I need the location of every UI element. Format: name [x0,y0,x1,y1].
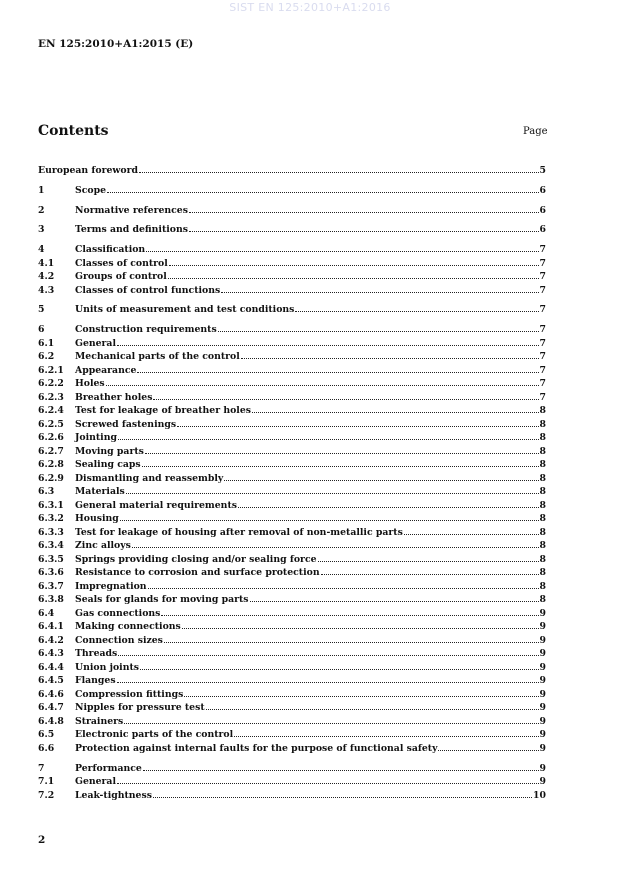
toc-entry[interactable] [38,256,546,270]
toc-entry-title: Zinc alloys [75,540,131,552]
toc-entry[interactable] [38,727,546,741]
toc-entry[interactable] [38,700,546,714]
toc-entry[interactable] [38,471,546,485]
table-of-contents [38,163,546,801]
toc-entry[interactable] [38,363,546,377]
toc-dot-leader [189,222,539,232]
toc-entry-number: 6.3.8 [38,594,64,606]
toc-entry-number: 6.4.1 [38,621,64,633]
toc-entry-page: 7 [539,337,546,349]
toc-dot-leader [126,484,539,494]
toc-entry-number: 6.3.6 [38,567,64,579]
toc-entry-title: Nipples for pressure test [75,702,205,714]
toc-entry-number: 6.2.3 [38,391,64,403]
toc-entry-title: General [75,337,116,349]
toc-entry[interactable] [38,203,546,217]
toc-entry-page: 10 [533,789,546,801]
toc-entry-title: Scope [75,184,106,196]
toc-entry-page: 9 [539,702,546,714]
toc-entry[interactable] [38,269,546,283]
toc-dot-leader [148,579,539,589]
toc-entry-page: 9 [539,675,546,687]
toc-entry-number: 6.2.5 [38,418,64,430]
toc-entry[interactable] [38,579,546,593]
toc-entry-title: Housing [75,513,119,525]
toc-dot-leader [161,606,538,616]
toc-entry-title: Terms and definitions [75,224,188,236]
toc-entry-number: 5 [38,304,45,316]
toc-entry-page: 8 [539,418,546,430]
toc-entry[interactable] [38,163,546,177]
toc-entry-number: 6.2 [38,351,55,363]
toc-entry-page: 7 [539,351,546,363]
toc-dot-leader [238,498,539,508]
toc-entry[interactable] [38,390,546,404]
toc-dot-leader [177,417,538,427]
toc-entry-number: 4.3 [38,284,55,296]
toc-dot-leader [404,525,539,535]
toc-entry-number: 1 [38,184,45,196]
toc-entry-page: 7 [539,244,546,256]
toc-dot-leader [117,673,539,683]
toc-entry-number: 6.4.8 [38,715,64,727]
toc-entry-number: 6.4.2 [38,634,64,646]
toc-entry-page: 8 [539,445,546,457]
toc-entry-number: 3 [38,224,45,236]
toc-entry-title: Seals for glands for moving parts [75,594,249,606]
toc-entry-title: Compression fittings [75,688,184,700]
toc-dot-leader [145,444,539,454]
toc-entry[interactable] [38,646,546,660]
toc-dot-leader [153,390,538,400]
toc-entry[interactable] [38,484,546,498]
toc-entry-title: Holes [75,378,105,390]
toc-entry-title: Sealing caps [75,459,141,471]
toc-entry-page: 9 [539,762,546,774]
toc-entry-number: 4.1 [38,257,55,269]
toc-dot-leader [241,349,539,359]
toc-dot-leader [321,565,539,575]
toc-dot-leader [438,741,538,751]
toc-entry[interactable] [38,741,546,755]
toc-entry-title: Electronic parts of the control [75,729,234,741]
toc-dot-leader [252,403,539,413]
toc-entry-title: Threads [75,648,118,660]
toc-dot-leader [206,700,539,710]
toc-entry[interactable] [38,673,546,687]
toc-entry-page: 8 [539,499,546,511]
toc-entry-number: 6.3.3 [38,526,64,538]
toc-entry-page: 6 [539,204,546,216]
toc-dot-leader [182,619,539,629]
toc-entry-title: Protection against internal faults for the purpose of functional safety [75,742,438,754]
toc-entry-page: 8 [539,459,546,471]
toc-entry-page: 8 [539,580,546,592]
toc-entry[interactable] [38,774,546,788]
toc-entry-number: 6.5 [38,729,55,741]
toc-dot-leader [146,242,538,252]
toc-entry-number: 6.3.1 [38,499,64,511]
toc-entry-number: 6.4.7 [38,702,64,714]
toc-entry[interactable] [38,376,546,390]
toc-dot-leader [224,471,538,481]
toc-entry-page: 6 [539,224,546,236]
toc-dot-leader [117,336,539,346]
toc-entry-number: 6.4.4 [38,661,64,673]
toc-entry[interactable] [38,552,546,566]
toc-entry[interactable] [38,430,546,444]
toc-entry-title: Flanges [75,675,116,687]
toc-entry-title: Classes of control functions [75,284,221,296]
contents-title: Contents [38,123,109,139]
toc-entry-number: 6.3 [38,486,55,498]
toc-dot-leader [318,552,539,562]
toc-entry-page: 8 [539,594,546,606]
toc-entry[interactable] [38,444,546,458]
toc-entry-page: 9 [539,621,546,633]
toc-entry[interactable] [38,349,546,363]
toc-entry-title: Materials [75,486,125,498]
toc-entry-page: 9 [539,742,546,754]
toc-entry-title: Units of measurement and test conditions [75,304,295,316]
toc-entry-title: Screwed fastenings [75,418,177,430]
toc-entry-page: 7 [539,257,546,269]
toc-entry-number: 6.2.6 [38,432,64,444]
toc-entry-number: 6 [38,324,45,336]
toc-entry-number: 6.4.6 [38,688,64,700]
toc-dot-leader [124,714,538,724]
toc-entry-title: Springs providing closing and/or sealing force [75,553,317,565]
toc-entry-number: 6.4 [38,607,55,619]
toc-entry[interactable] [38,565,546,579]
toc-entry-number: 6.3.2 [38,513,64,525]
toc-dot-leader [189,203,539,213]
toc-entry-number: 2 [38,204,45,216]
toc-dot-leader [218,322,539,332]
toc-entry-page: 8 [539,553,546,565]
toc-entry[interactable] [38,788,546,802]
toc-dot-leader [140,660,539,670]
toc-dot-leader [117,774,539,784]
toc-entry-page: 9 [539,648,546,660]
toc-entry-number: 7.1 [38,776,55,788]
toc-entry-title: Union joints [75,661,139,673]
toc-entry-page: 7 [539,378,546,390]
toc-entry-title: Gas connections [75,607,161,619]
watermark: SIST EN 125:2010+A1:2016 [229,1,391,14]
toc-entry-page: 8 [539,432,546,444]
toc-entry[interactable] [38,761,546,775]
toc-entry-number: 6.4.5 [38,675,64,687]
toc-entry-number: 6.2.8 [38,459,64,471]
toc-entry-number: 6.4.3 [38,648,64,660]
toc-entry[interactable] [38,322,546,336]
toc-entry-page: 9 [539,776,546,788]
toc-entry-title: Connection sizes [75,634,163,646]
toc-entry-page: 8 [539,472,546,484]
toc-entry-page: 9 [539,661,546,673]
toc-entry-page: 7 [539,304,546,316]
toc-entry-title: European foreword [38,165,138,176]
toc-dot-leader [132,538,539,548]
page-column-label: Page [523,126,548,137]
toc-entry-page: 7 [539,391,546,403]
toc-entry-title: Groups of control [75,271,167,283]
toc-entry[interactable] [38,538,546,552]
toc-entry[interactable] [38,403,546,417]
toc-dot-leader [250,592,539,602]
toc-entry-number: 6.3.4 [38,540,64,552]
toc-entry-number: 6.2.7 [38,445,64,457]
toc-entry-title: Classification [75,244,146,256]
toc-entry-page: 8 [539,405,546,417]
toc-entry-number: 7.2 [38,789,55,801]
toc-entry-title: Test for leakage of breather holes [75,405,251,417]
toc-entry-title: Resistance to corrosion and surface protection [75,567,320,579]
toc-entry-title: Jointing [75,432,117,444]
toc-entry-title: Strainers [75,715,124,727]
toc-entry-number: 6.6 [38,742,55,754]
toc-entry-number: 4 [38,244,45,256]
toc-entry[interactable] [38,336,546,350]
toc-entry[interactable] [38,183,546,197]
toc-entry-title: Test for leakage of housing after removal of non-metallic parts [75,526,403,538]
toc-entry[interactable] [38,714,546,728]
toc-entry-title: Dismantling and reassembly [75,472,224,484]
toc-entry-page: 9 [539,715,546,727]
toc-entry-title: Performance [75,762,142,774]
toc-entry[interactable] [38,457,546,471]
toc-dot-leader [107,183,539,193]
toc-entry-number: 6.3.7 [38,580,64,592]
toc-entry-title: General [75,776,116,788]
toc-entry-page: 8 [539,486,546,498]
toc-entry[interactable] [38,619,546,633]
toc-entry[interactable] [38,302,546,316]
toc-dot-leader [221,283,538,293]
toc-entry[interactable] [38,606,546,620]
toc-entry[interactable] [38,498,546,512]
toc-dot-leader [234,727,538,737]
toc-entry-title: Construction requirements [75,324,217,336]
toc-entry-page: 7 [539,284,546,296]
toc-dot-leader [120,511,539,521]
toc-entry-number: 6.2.2 [38,378,64,390]
toc-dot-leader [118,646,538,656]
toc-dot-leader [184,687,538,697]
toc-entry[interactable] [38,592,546,606]
toc-entry[interactable] [38,222,546,236]
toc-entry-page: 8 [539,567,546,579]
toc-entry-number: 6.2.4 [38,405,64,417]
toc-entry[interactable] [38,511,546,525]
toc-entry-title: Normative references [75,204,188,216]
toc-entry[interactable] [38,633,546,647]
toc-dot-leader [137,363,538,373]
toc-entry-title: Classes of control [75,257,168,269]
toc-entry[interactable] [38,687,546,701]
toc-entry-number: 4.2 [38,271,55,283]
toc-entry-page: 7 [539,324,546,336]
toc-dot-leader [169,256,539,266]
toc-entry-title: Leak-tightness [75,789,152,801]
toc-dot-leader [168,269,539,279]
toc-entry-page: 9 [539,634,546,646]
toc-dot-leader [153,788,532,798]
toc-entry-page: 5 [539,165,546,176]
toc-entry[interactable] [38,242,546,256]
toc-entry-page: 8 [539,540,546,552]
toc-entry-title: Breather holes [75,391,153,403]
toc-dot-leader [164,633,539,643]
toc-entry-number: 6.3.5 [38,553,64,565]
page-number: 2 [38,834,46,846]
toc-entry-number: 6.2.9 [38,472,64,484]
toc-entry-title: Impregnation [75,580,147,592]
toc-entry-title: Moving parts [75,445,144,457]
toc-entry-page: 9 [539,688,546,700]
toc-entry-page: 7 [539,271,546,283]
toc-dot-leader [143,761,539,771]
toc-entry-number: 7 [38,762,45,774]
toc-entry-title: Making connections [75,621,181,633]
toc-entry-page: 9 [539,607,546,619]
toc-entry-page: 7 [539,364,546,376]
toc-entry-page: 8 [539,526,546,538]
toc-entry-page: 8 [539,513,546,525]
toc-entry[interactable] [38,525,546,539]
toc-entry-title: General material requirements [75,499,237,511]
toc-dot-leader [142,457,539,467]
toc-entry[interactable] [38,417,546,431]
toc-entry[interactable] [38,283,546,297]
toc-entry-title: Appearance [75,364,137,376]
toc-entry-page: 9 [539,729,546,741]
toc-dot-leader [295,302,538,312]
toc-entry-title: Mechanical parts of the control [75,351,240,363]
document-id: EN 125:2010+A1:2015 (E) [38,38,194,50]
toc-entry-number: 6.2.1 [38,364,64,376]
toc-dot-leader [118,430,539,440]
toc-dot-leader [139,163,539,173]
toc-entry-page: 6 [539,184,546,196]
toc-entry[interactable] [38,660,546,674]
toc-entry-number: 6.1 [38,337,55,349]
toc-dot-leader [106,376,539,386]
